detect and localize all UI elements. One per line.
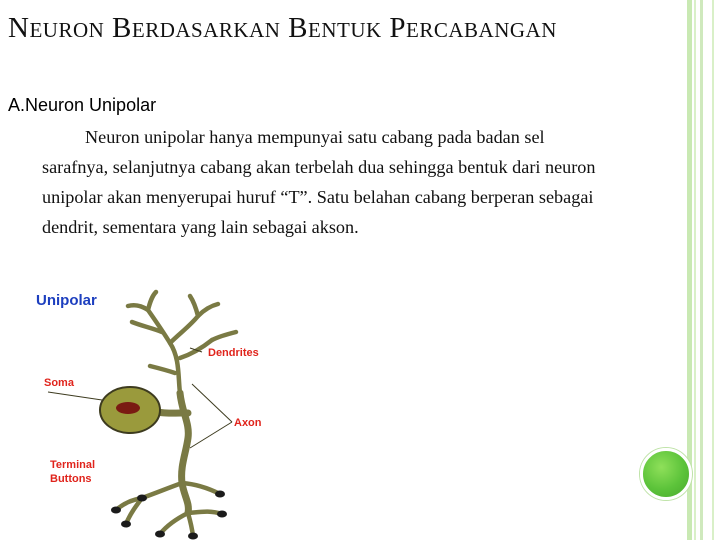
terminal-button: [217, 511, 227, 518]
title-word: BENTUK: [288, 12, 382, 44]
terminal-button: [188, 533, 198, 540]
body-paragraph: Neuron unipolar hanya mempunyai satu cabang pada badan sel sarafnya, selanjutnya cabang akan terbelah dua sehingga bentuk dari neuron unipolar akan menyerupai huruf “T”. Satu belahan cabang berperan sebagai dendrit, sementara yang lain sebagai akson.: [42, 127, 596, 237]
neuron-illustration: [30, 288, 320, 540]
green-circle-decoration: [640, 448, 692, 500]
title-word: PERCABANGAN: [389, 12, 557, 44]
neuron-shape: [100, 292, 236, 540]
soma-label: Soma: [44, 377, 74, 389]
terminal-button: [155, 531, 165, 538]
section-heading: A.Neuron Unipolar: [8, 95, 157, 115]
terminal-button: [137, 495, 147, 502]
slide-title: [8, 12, 557, 45]
decorative-stripe: [712, 0, 714, 540]
terminal-buttons-label: Terminal: [50, 459, 96, 471]
terminal-button: [121, 521, 131, 528]
unipolar-neuron-diagram: [30, 288, 320, 540]
terminal-button: [215, 491, 225, 498]
title-word: NEURON: [8, 12, 105, 44]
decorative-stripe: [694, 0, 696, 540]
axon-label: Axon: [234, 417, 262, 429]
terminal-button: [111, 507, 121, 514]
terminal-buttons-label-line2: Buttons: [50, 473, 92, 485]
dendrites-label: Dendrites: [208, 347, 259, 359]
decorative-stripe: [700, 0, 703, 540]
title-word: BERDASARKAN: [112, 12, 281, 44]
figure-heading: Unipolar: [36, 292, 97, 309]
